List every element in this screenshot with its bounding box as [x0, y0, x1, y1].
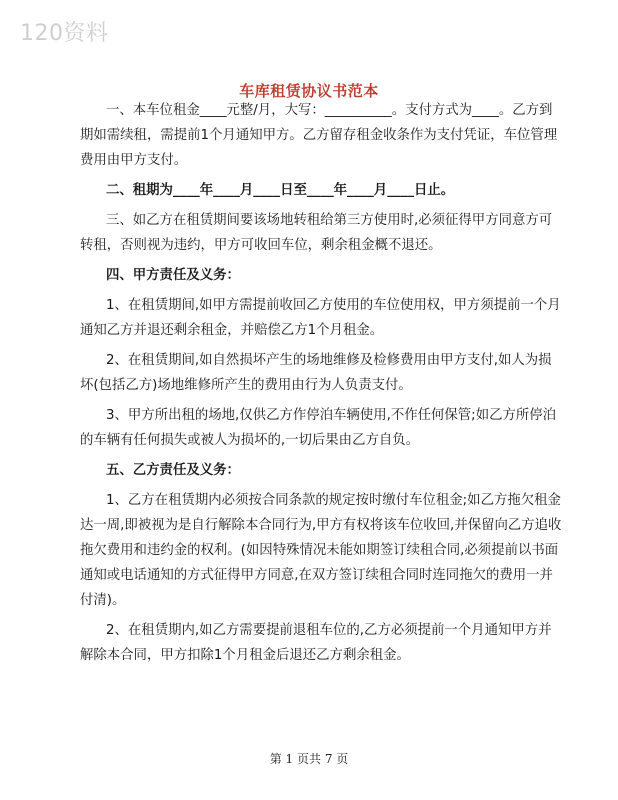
lessee-duty-2: 2、在租赁期内,如乙方需要提前退租车位的,乙方必须提前一个月通知甲方并解除本合同，甲方扣除1个月租金后退还乙方剩余租金。: [80, 623, 552, 663]
clause-rent-payment: 一、本车位租金____元整/月，大写：__________。支付方式为____。乙方到期如需续租，需提前1个月通知甲方。乙方留存租金收条作为支付凭证，车位管理费用由甲方支付。: [80, 103, 558, 168]
page-number: 第 1 页共 7 页: [269, 752, 349, 766]
lessor-duty-2: 2、在租赁期间,如自然损坏产生的场地维修及检修费用由甲方支付,如人为损坏(包括乙方)场地维修所产生的费用由行为人负责支付。: [80, 353, 552, 393]
clause-sublease: 三、如乙方在租赁期间要该场地转租给第三方使用时,必须征得甲方同意方可转租，否则视为违约，甲方可收回车位，剩余租金概不退还。: [80, 213, 553, 253]
lessor-duty-3: 3、甲方所出租的场地,仅供乙方作停泊车辆使用,不作任何保管;如乙方所停泊的车辆有任何损失或被人为损坏的,一切后果由乙方自负。: [80, 408, 557, 448]
heading-lessee-duties: 五、乙方责任及义务：: [106, 463, 240, 478]
document-title: 车库租赁协议书范本: [239, 82, 379, 100]
heading-lessor-duties: 四、甲方责任及义务：: [106, 268, 240, 283]
document-body: [80, 98, 564, 673]
lessor-duty-1: 1、在租赁期间,如甲方需提前收回乙方使用的车位使用权，甲方须提前一个月通知乙方并退还剩余租金，并赔偿乙方1个月租金。: [80, 298, 561, 338]
clause-lease-term: 二、租期为____年____月____日至____年____月____日止。: [106, 183, 455, 198]
watermark-logo: 120资料: [20, 21, 109, 46]
lessee-duty-1: 1、乙方在租赁期内必须按合同条款的规定按时缴付车位租金;如乙方拖欠租金达一周,即被视为是自行解除本合同行为,甲方有权将该车位收回,并保留向乙方追收拖欠费用和违约金的权利。(如因特殊情况未能如期签订续租合同,必须提前以书面通知或电话通知的方式征得甲方同意,在双方签订续租合同时连同拖欠的费用一并付清)。: [80, 493, 562, 608]
